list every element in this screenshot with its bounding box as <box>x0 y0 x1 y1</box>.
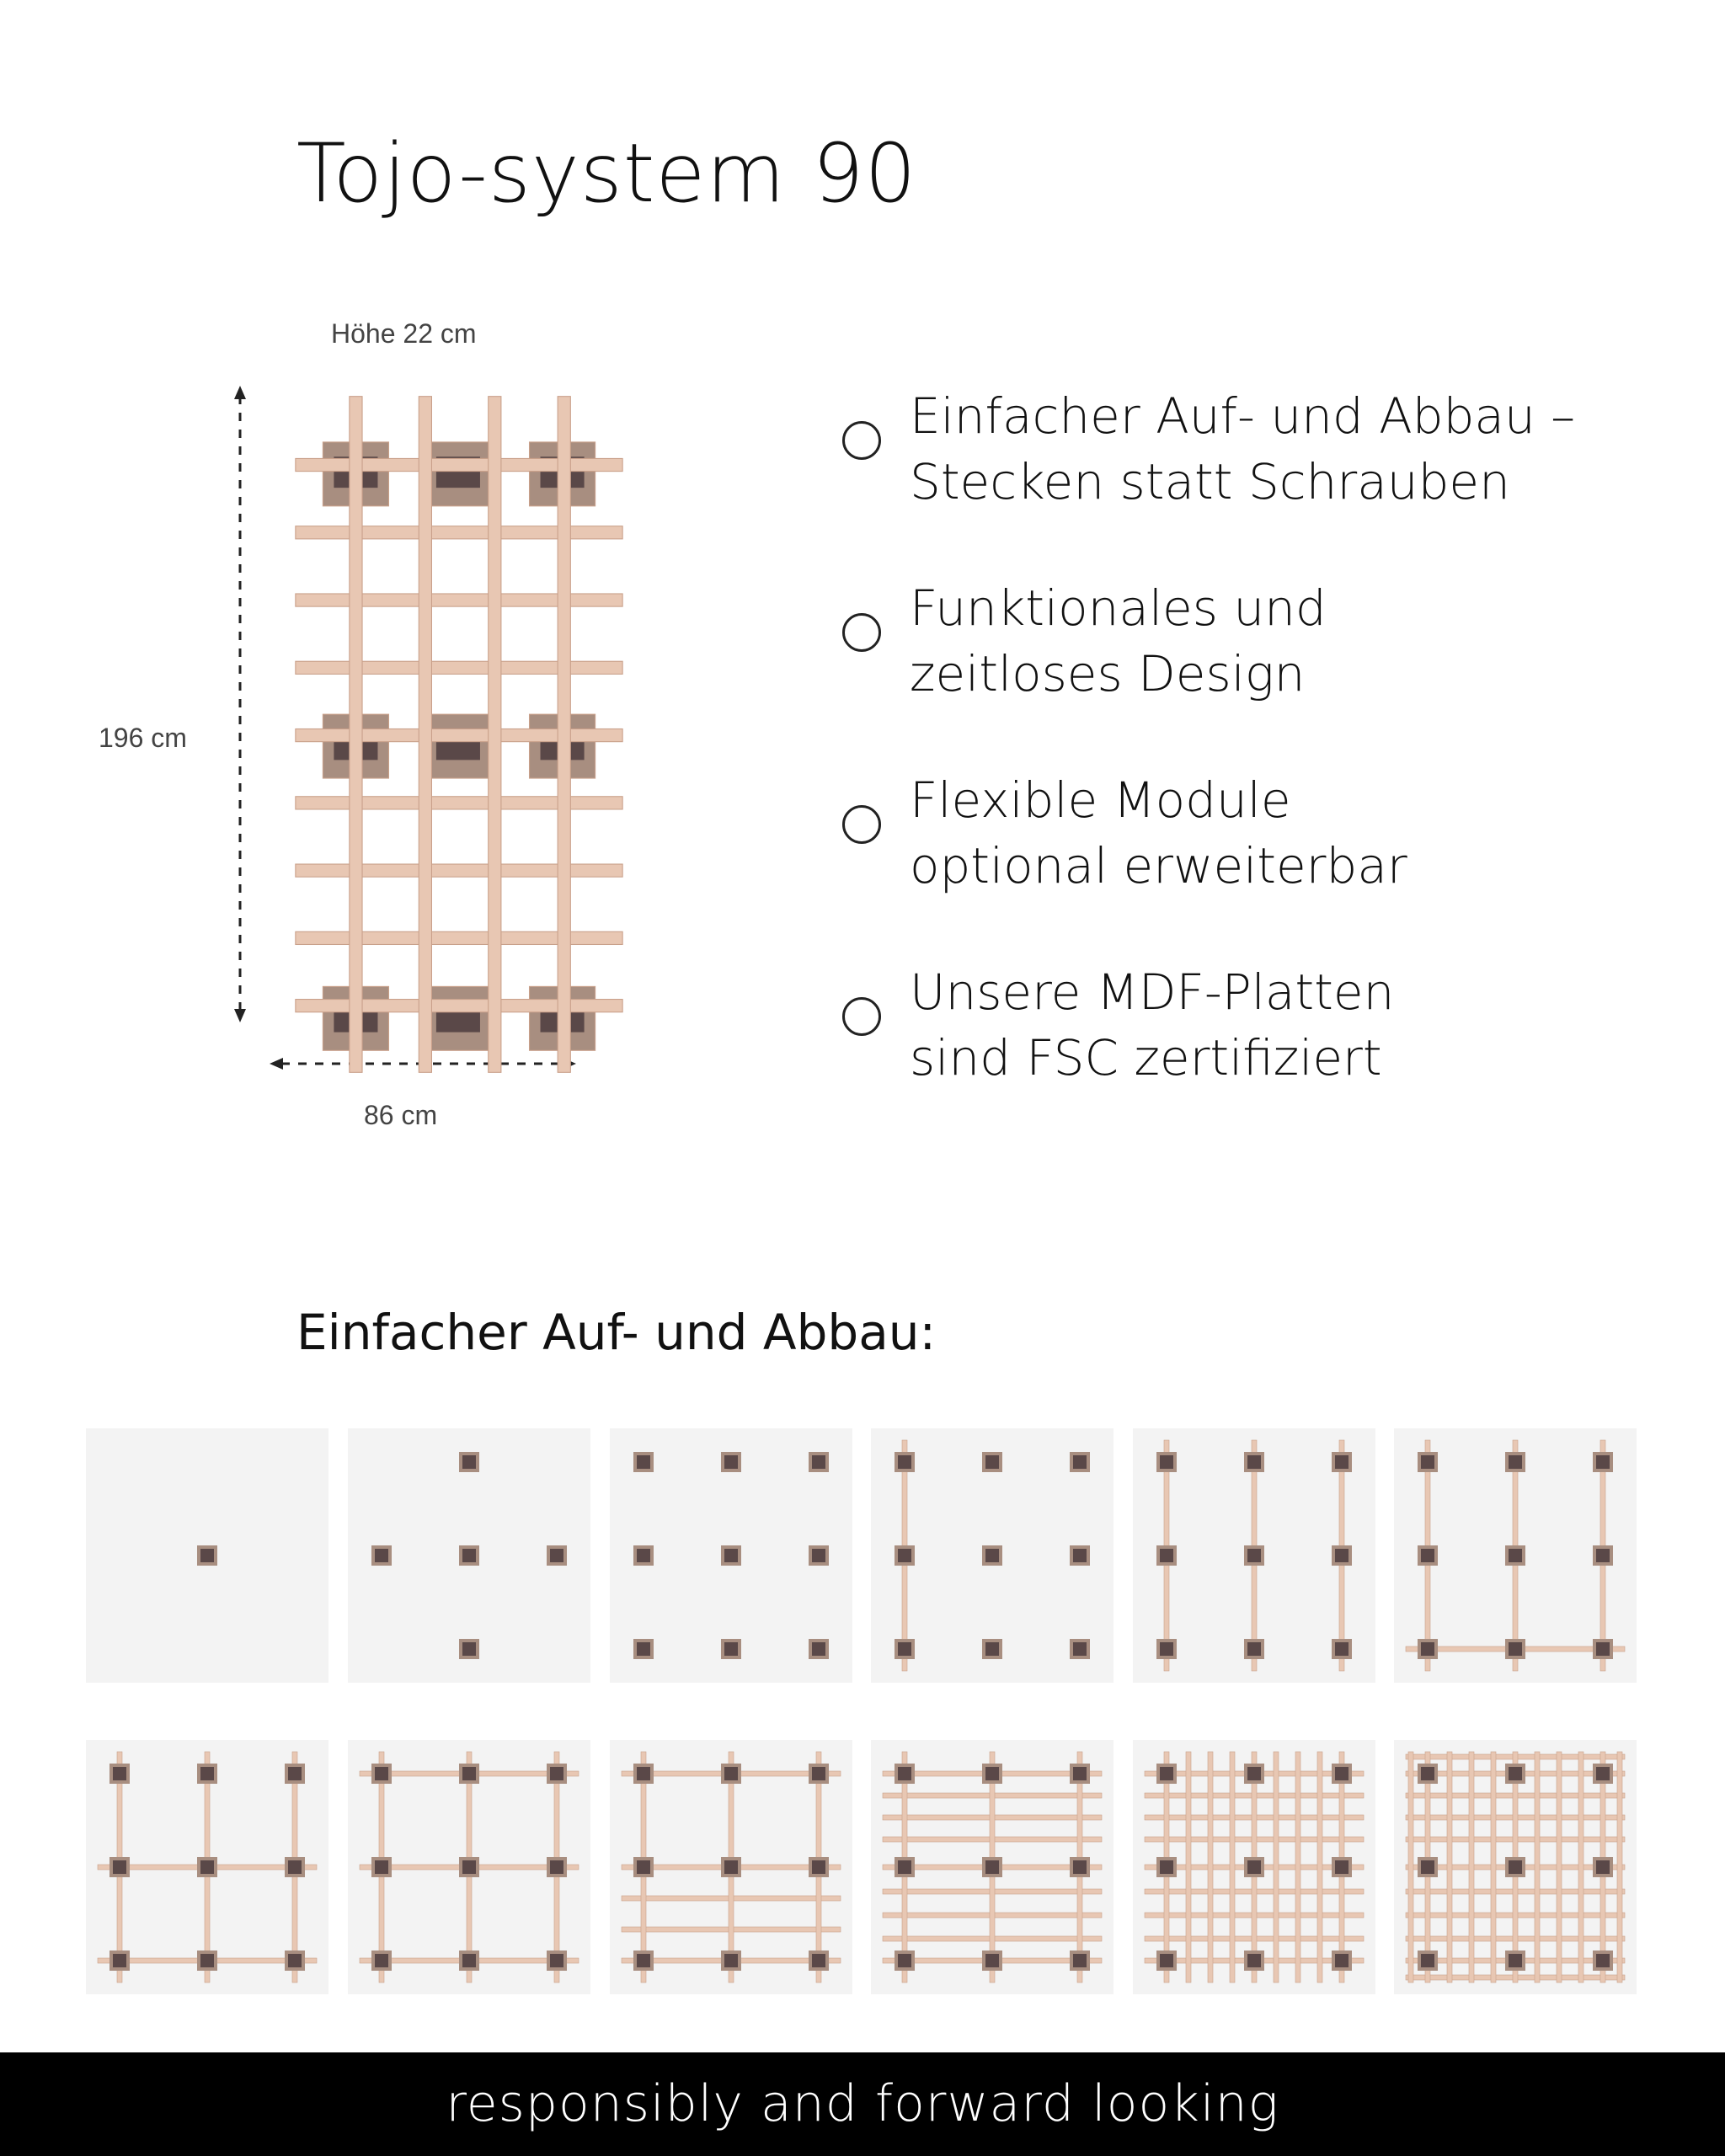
connector-block-hole <box>637 1767 650 1780</box>
connector-block-hole <box>1247 1767 1261 1780</box>
feature-line: Einfacher Auf- und Abbau – <box>910 387 1576 445</box>
connector-block-hole <box>1596 1642 1610 1656</box>
connector-block-hole <box>724 1860 738 1874</box>
assembly-post <box>1491 1752 1496 1983</box>
connector-block-hole <box>637 1642 650 1656</box>
shelf-rail <box>296 594 622 606</box>
connector-block-hole <box>985 1954 999 1967</box>
connector-block-hole <box>1073 1642 1087 1656</box>
assembly-step-tile <box>348 1740 590 1994</box>
feature-line: zeitloses Design <box>910 645 1306 702</box>
connector-block-hole <box>637 1455 650 1469</box>
connector-block-hole <box>200 1954 214 1967</box>
shelf-rail <box>296 1000 622 1012</box>
connector-block-hole <box>1160 1767 1173 1780</box>
connector-block-hole <box>1073 1549 1087 1562</box>
connector-block-hole <box>1160 1642 1173 1656</box>
connector-block-hole <box>550 1549 563 1562</box>
connector-block-hole <box>550 1954 563 1967</box>
shelf-post <box>350 397 362 1073</box>
footer <box>0 2052 1725 2156</box>
connector-block-hole <box>462 1549 476 1562</box>
assembly-post <box>1274 1752 1279 1983</box>
connector-block-hole <box>462 1860 476 1874</box>
assembly-step-tile <box>1394 1428 1637 1683</box>
assembly-post <box>1557 1752 1562 1983</box>
shelf-rail <box>296 797 622 809</box>
assembly-post <box>1535 1752 1540 1983</box>
feature-line: optional erweiterbar <box>910 837 1407 894</box>
connector-block-hole <box>1509 1549 1522 1562</box>
connector-block-hole <box>637 1954 650 1967</box>
connector-block-hole <box>985 1642 999 1656</box>
connector-block-hole <box>200 1860 214 1874</box>
assembly-step-tile <box>610 1740 852 1994</box>
connector-block-hole <box>1509 1455 1522 1469</box>
assembly-step-image <box>1394 1428 1637 1683</box>
connector-block-hole <box>200 1549 214 1562</box>
connector-block-hole <box>1335 1642 1348 1656</box>
assembly-post <box>1617 1752 1622 1983</box>
shelf-post <box>489 397 501 1073</box>
connector-block-hole <box>113 1860 126 1874</box>
assembly-post <box>1317 1752 1322 1983</box>
connector-block-hole <box>898 1549 911 1562</box>
assembly-step-image <box>86 1428 328 1683</box>
connector-block-hole <box>1247 1455 1261 1469</box>
assembly-post <box>1469 1752 1474 1983</box>
assembly-step-image <box>348 1428 590 1683</box>
connector-block-hole <box>812 1860 825 1874</box>
connector-block-hole <box>1073 1954 1087 1967</box>
assembly-step-image <box>348 1740 590 1994</box>
shelf-post <box>558 397 570 1073</box>
connector-block-hole <box>1247 1549 1261 1562</box>
connector-block-hole <box>985 1767 999 1780</box>
assembly-post <box>1208 1752 1213 1983</box>
connector-block-hole <box>375 1767 388 1780</box>
connector-block-hole <box>812 1954 825 1967</box>
assembly-step-image <box>86 1740 328 1994</box>
shelf-rail <box>296 526 622 539</box>
connector-block-hole <box>1596 1549 1610 1562</box>
assembly-step-tile <box>1133 1428 1375 1683</box>
connector-block-hole <box>1160 1954 1173 1967</box>
connector-block-hole <box>1335 1549 1348 1562</box>
feature-line: sind FSC zertifiziert <box>910 1029 1382 1086</box>
connector-block-hole <box>812 1455 825 1469</box>
connector-block-hole <box>288 1860 302 1874</box>
feature-item <box>842 575 1685 767</box>
assembly-post <box>1408 1752 1413 1983</box>
connector-block-hole <box>1596 1767 1610 1780</box>
shelf-illustration <box>270 389 649 1080</box>
radio-bullet-icon <box>842 421 881 460</box>
connector-block-hole <box>637 1549 650 1562</box>
connector-block-hole <box>1247 1642 1261 1656</box>
assembly-post <box>1186 1752 1191 1983</box>
assembly-step-image <box>1133 1428 1375 1683</box>
connector-block-hole <box>550 1860 563 1874</box>
shelf-rail <box>296 458 622 471</box>
feature-item <box>842 767 1685 959</box>
connector-block-hole <box>1596 1860 1610 1874</box>
connector-block-hole <box>375 1860 388 1874</box>
connector-block-hole <box>113 1954 126 1967</box>
assembly-post <box>1295 1752 1300 1983</box>
assembly-post <box>1578 1752 1583 1983</box>
connector-block-hole <box>200 1767 214 1780</box>
connector-block-hole <box>1335 1455 1348 1469</box>
connector-block-hole <box>462 1954 476 1967</box>
connector-block-hole <box>1596 1954 1610 1967</box>
connector-block-hole <box>724 1549 738 1562</box>
assembly-step-tile <box>1133 1740 1375 1994</box>
connector-block-hole <box>1247 1954 1261 1967</box>
connector-block-hole <box>1509 1860 1522 1874</box>
connector-block-hole <box>724 1455 738 1469</box>
feature-line: Funktionales und <box>910 579 1327 637</box>
connector-block-hole <box>985 1860 999 1874</box>
height-dimension-arrow <box>227 386 253 1022</box>
connector-block-hole <box>1509 1954 1522 1967</box>
connector-block-hole <box>462 1642 476 1656</box>
assembly-step-image <box>871 1428 1114 1683</box>
connector-block-hole <box>812 1642 825 1656</box>
shelf-rail <box>296 864 622 877</box>
connector-block-hole <box>288 1954 302 1967</box>
connector-block-hole <box>375 1954 388 1967</box>
assembly-step-image <box>871 1740 1114 1994</box>
connector-block-hole <box>898 1954 911 1967</box>
connector-block-hole <box>462 1455 476 1469</box>
footer-tagline: responsibly and forward looking <box>446 2074 1279 2133</box>
connector-block-hole <box>1421 1860 1434 1874</box>
connector-block-hole <box>1421 1767 1434 1780</box>
height-label: 196 cm <box>99 723 187 753</box>
feature-line: Flexible Module <box>910 771 1291 829</box>
feature-list <box>842 383 1685 1151</box>
assembly-step-image <box>610 1740 852 1994</box>
connector-block-hole <box>724 1767 738 1780</box>
shelf-rail <box>296 931 622 944</box>
connector-block-hole <box>550 1767 563 1780</box>
connector-block-hole <box>812 1767 825 1780</box>
connector-block-hole <box>1073 1860 1087 1874</box>
assembly-step-tile <box>1394 1740 1637 1994</box>
connector-block-hole <box>1335 1767 1348 1780</box>
connector-block-hole <box>724 1954 738 1967</box>
connector-block-hole <box>1421 1642 1434 1656</box>
connector-block-hole <box>1509 1642 1522 1656</box>
connector-block-hole <box>1160 1549 1173 1562</box>
assembly-step-tile <box>86 1740 328 1994</box>
connector-block-hole <box>812 1549 825 1562</box>
feature-item <box>842 383 1685 575</box>
assembly-step-image <box>610 1428 852 1683</box>
assembly-post <box>1447 1752 1452 1983</box>
connector-block-hole <box>898 1860 911 1874</box>
assembly-step-tile <box>348 1428 590 1683</box>
connector-block-hole <box>1421 1455 1434 1469</box>
connector-block-hole <box>1335 1954 1348 1967</box>
connector-block-hole <box>898 1767 911 1780</box>
feature-line: Unsere MDF-Platten <box>910 963 1395 1021</box>
assembly-title: Einfacher Auf- und Abbau: <box>296 1304 937 1361</box>
connector-block-hole <box>1596 1455 1610 1469</box>
assembly-step-tile <box>86 1428 328 1683</box>
connector-block-hole <box>1509 1767 1522 1780</box>
connector-block-hole <box>1160 1455 1173 1469</box>
connector-block-hole <box>724 1642 738 1656</box>
connector-block-hole <box>1421 1549 1434 1562</box>
assembly-step-tile <box>871 1428 1114 1683</box>
connector-block-hole <box>1160 1860 1173 1874</box>
feature-line: Stecken statt Schrauben <box>910 453 1510 510</box>
assembly-post <box>1230 1752 1235 1983</box>
radio-bullet-icon <box>842 613 881 652</box>
connector-block-hole <box>113 1767 126 1780</box>
feature-item <box>842 959 1685 1151</box>
radio-bullet-icon <box>842 997 881 1036</box>
assembly-step-tile <box>610 1428 852 1683</box>
width-label: 86 cm <box>364 1100 438 1130</box>
connector-block-hole <box>1073 1455 1087 1469</box>
connector-block-hole <box>985 1549 999 1562</box>
assembly-step-tile <box>871 1740 1114 1994</box>
page-title: Tojo-system 90 <box>296 126 917 221</box>
shelf-post <box>419 397 431 1073</box>
radio-bullet-icon <box>842 805 881 844</box>
shelf-rail <box>296 661 622 674</box>
connector-block-hole <box>288 1767 302 1780</box>
connector-block-hole <box>637 1860 650 1874</box>
connector-block-hole <box>1335 1860 1348 1874</box>
depth-label: Höhe 22 cm <box>331 318 477 349</box>
connector-block-hole <box>898 1642 911 1656</box>
connector-block-hole <box>1073 1767 1087 1780</box>
connector-block-hole <box>1421 1954 1434 1967</box>
assembly-step-image <box>1394 1740 1637 1994</box>
shelf-rail <box>296 728 622 741</box>
connector-block-hole <box>985 1455 999 1469</box>
assembly-step-image <box>1133 1740 1375 1994</box>
connector-block-hole <box>898 1455 911 1469</box>
connector-block-hole <box>462 1767 476 1780</box>
connector-block-hole <box>375 1549 388 1562</box>
connector-block-hole <box>1247 1860 1261 1874</box>
